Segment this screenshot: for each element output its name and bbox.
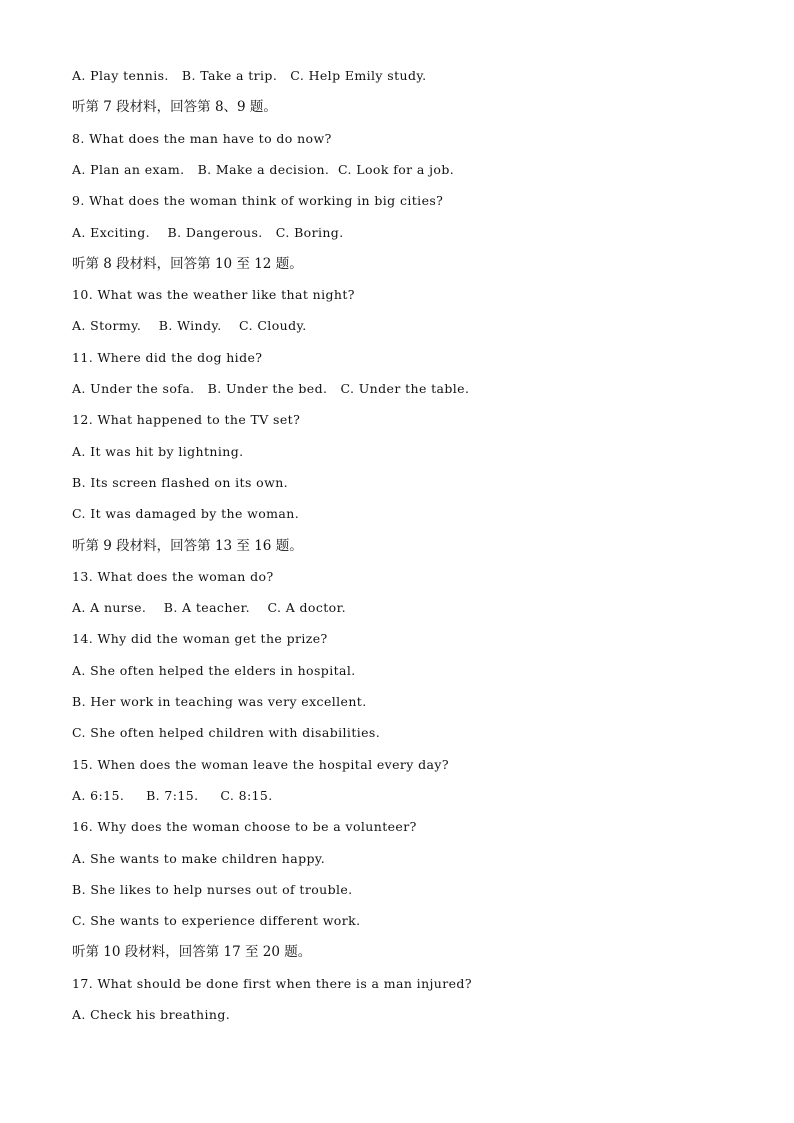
answer-option: A. 6:15. B. 7:15. C. 8:15. [72, 787, 273, 803]
question-text: 15. When does the woman leave the hospital every day? [72, 756, 449, 772]
answer-option: A. Stormy. B. Windy. C. Cloudy. [72, 318, 307, 334]
answer-option: A. Check his breathing. [72, 1007, 231, 1022]
question-text: 9. What does the woman think of working in big cities? [72, 193, 444, 209]
question-text: 10. What was the weather like that night? [72, 287, 355, 303]
section-heading: 听第 8 段材料，回答第 10 至 12 题。 [72, 255, 303, 272]
answer-option: B. Her work in teaching was very excellent. [72, 694, 367, 709]
question-text: 12. What happened to the TV set? [72, 412, 301, 428]
answer-option: C. She often helped children with disabilities. [72, 725, 381, 741]
answer-option: A. She often helped the elders in hospital. [72, 662, 356, 678]
section-heading: 听第 10 段材料，回答第 17 至 20 题。 [72, 944, 312, 961]
question-text: 11. Where did the dog hide? [72, 349, 263, 365]
answer-option: A. It was hit by lightning. [72, 443, 244, 459]
question-text: 13. What does the woman do? [72, 568, 274, 584]
answer-option: B. She likes to help nurses out of trouble. [72, 881, 353, 897]
answer-option: C. She wants to experience different work. [72, 913, 361, 929]
answer-option: A. Play tennis. B. Take a trip. C. Help Emily study. [72, 68, 427, 83]
answer-option: A. Plan an exam. B. Make a decision. C. Look for a job. [72, 161, 455, 177]
question-text: 16. Why does the woman choose to be a volunteer? [72, 819, 417, 835]
answer-option: C. It was damaged by the woman. [72, 506, 300, 522]
answer-option: A. A nurse. B. A teacher. C. A doctor. [72, 600, 346, 616]
answer-option: A. Under the sofa. B. Under the bed. C. Under the table. [72, 381, 470, 396]
section-heading: 听第 7 段材料，回答第 8、9 题。 [72, 99, 277, 116]
question-text: 14. Why did the woman get the prize? [72, 631, 328, 647]
section-heading: 听第 9 段材料，回答第 13 至 16 题。 [72, 537, 303, 554]
question-text: 8. What does the man have to do now? [72, 130, 332, 146]
question-text: 17. What should be done first when there is a man injured? [72, 975, 472, 991]
answer-option: B. Its screen flashed on its own. [72, 474, 289, 490]
answer-option: A. She wants to make children happy. [72, 850, 326, 866]
answer-option: A. Exciting. B. Dangerous. C. Boring. [72, 224, 344, 240]
